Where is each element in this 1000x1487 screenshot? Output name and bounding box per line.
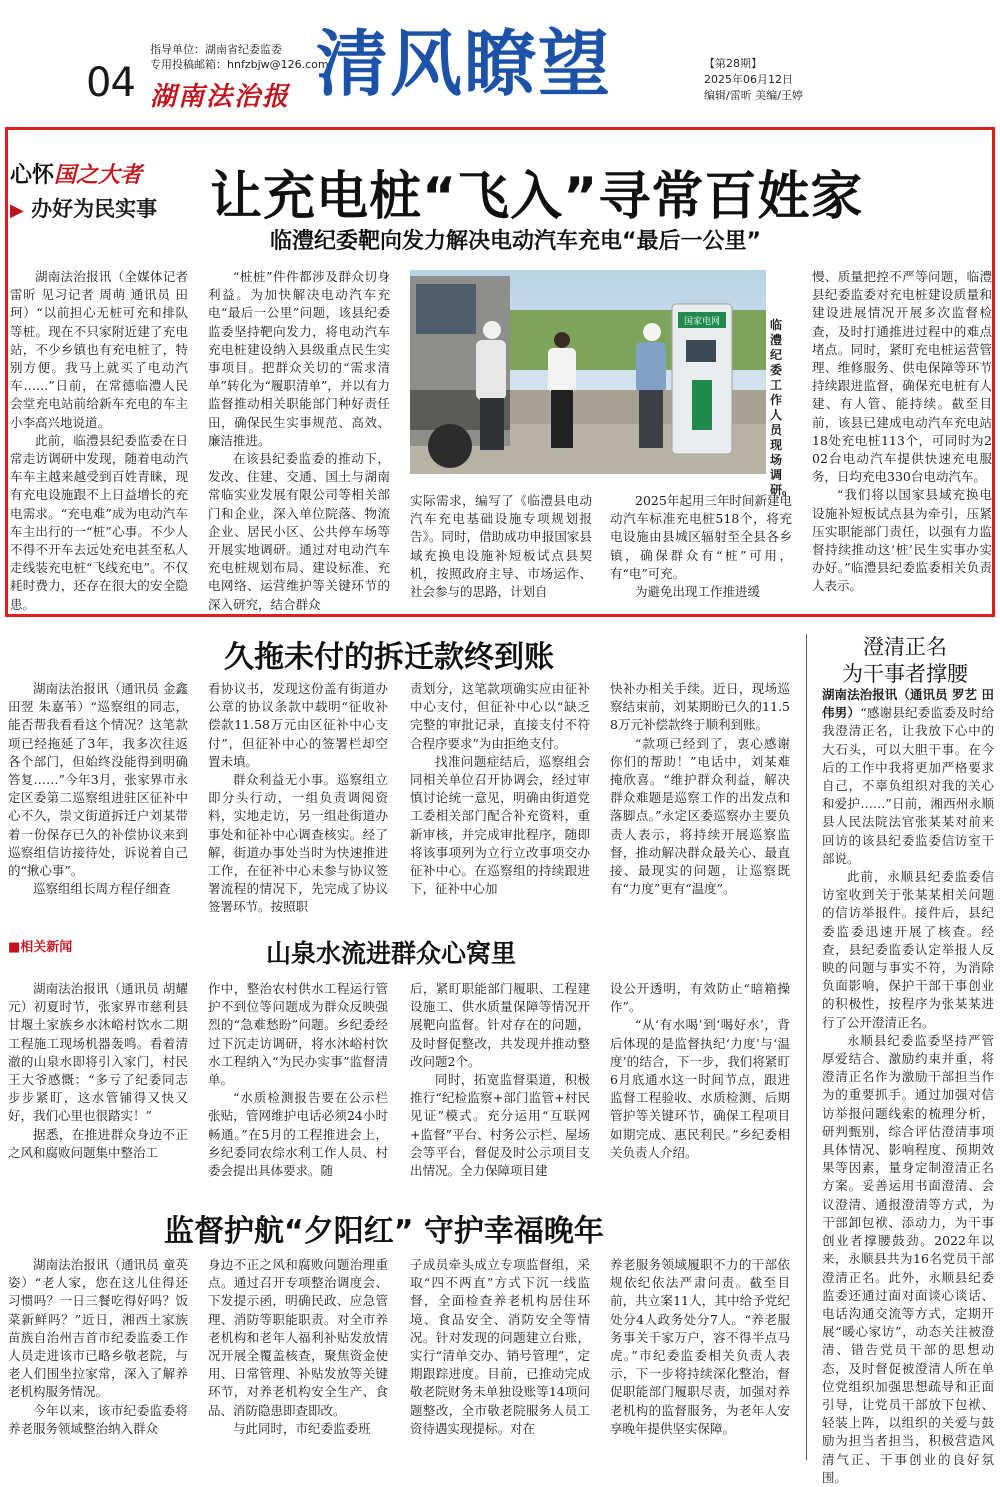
submit-email: 专用投稿邮箱：hnfzbjw@126.com xyxy=(150,58,329,71)
story3-col1-paragraph: 湖南法治报讯（通讯员 胡耀元）初夏时节，张家界市慈利县甘堰土家族乡水沐峪村饮水二期工程施工现场机器轰鸣。看着清澈的山泉水即将引入家门，村民王大爷感慨：“多亏了纪委同志步步紧盯，这水管铺得又快又好，我们心里也很踏实！” xyxy=(8,981,188,1124)
story2-col3-paragraph: 找准问题症结后，巡察组会同相关单位召开协调会，经过审慎讨论统一意见，明确由街道党工委相关部门配合补充资料，重新审核，并完成审批程序，随即将该事项列为立行立改事项交办征补中心。在巡察组的持续跟进下，征补中心加 xyxy=(410,753,590,897)
story3-column-2 xyxy=(208,980,388,1179)
story2-column-1 xyxy=(8,680,188,910)
story3-col3-paragraph: 同时，拓宽监督渠道，积极推行“纪检监察+部门监管+村民见证”模式。充分运用“互联网+监督”平台、村务公示栏、屋场会等平台，督促及时公示项目支出情况。全力保障项目建 xyxy=(410,1072,590,1179)
sidebar-title-line2: 为干事者撑腰 xyxy=(842,662,968,686)
story3-col4-paragraph: 设公开透明，有效防止“暗箱操作”。 xyxy=(610,981,790,1015)
lead-column-4 xyxy=(610,492,792,604)
station-sign: 国家电网 xyxy=(683,317,721,327)
guide-unit: 指导单位：湖南省纪委监委 xyxy=(150,43,282,56)
story3-col2-paragraph: 作中，整治农村供水工程运行管护不到位等问题成为群众反映强烈的“急难愁盼”问题。乡纪委经过下沉走访调研，将水沐峪村饮水工程纳入“为民办实事”监督清单。 xyxy=(208,981,388,1088)
story4-column-2 xyxy=(208,1256,388,1456)
story4-column-4 xyxy=(610,1256,790,1456)
story3-col1-paragraph: 据悉，在推进群众身边不正之风和腐败问题集中整治工 xyxy=(8,1126,188,1160)
paper-name: 湖南法治报 xyxy=(150,82,291,112)
story4-col2-paragraph: 与此同时，市纪委监委班 xyxy=(233,1420,371,1436)
story2-col2-paragraph: 看协议书，发现这份盖有街道办公章的协议条款中载明“征收补偿款11.58万元由区征补中心支付”，但征补中心的签署栏却空置未填。 xyxy=(208,681,388,769)
story3-column-1 xyxy=(8,980,188,1176)
lead-col5-paragraph: “我们将以国家县域充换电设施补短板试点县为牵引，压紧压实职能部门责任，以强有力监督持续推动这‘桩’民生实事办实办好。”临澧县纪委监委相关负责人表示。 xyxy=(812,487,992,594)
sidebar-divider xyxy=(806,634,807,1460)
story4-column-1 xyxy=(8,1256,188,1456)
column-title: 清风瞭望 xyxy=(316,22,613,106)
story4-col1-paragraph: 今年以来，该市纪委监委将养老服务领域整治纳入群众 xyxy=(8,1402,188,1436)
kicker-line2: 办好为民实事 xyxy=(31,196,158,221)
issue-number: 【第28期】 xyxy=(704,57,762,70)
lead-col4-paragraph: 为避免出现工作推进缓 xyxy=(635,584,761,600)
charging-station-photo xyxy=(410,270,766,474)
story4-col4-paragraph: 养老服务领域履职不力的干部依规依纪依法严肃问责。截至目前，共立案11人，其中给予党纪处分4人政务处分7人。“养老服务事关千家万户，容不得半点马虎。”市纪委监委相关负责人表示，下一步将持续深化整治，督促职能部门履职尽责，加强对养老机构的监督服务，为老年人安享晚年提供坚实保障。 xyxy=(610,1257,790,1436)
issue-editors: 编辑/雷昕 美编/王婷 xyxy=(704,89,803,102)
sidebar-title-line1: 澄清正名 xyxy=(863,635,947,659)
story2-column-2 xyxy=(208,680,388,915)
story3-column-4 xyxy=(610,980,790,1176)
lead-column-2 xyxy=(208,268,390,612)
lead-col2-paragraph: “桩桩”件件都涉及群众切身利益。为加快解决电动汽车充电“最后一公里”问题，该县纪委监委坚持靶向发力，将电动汽车充电桩建设纳入县级重点民生实事项目。把群众关切的“需求清单”转化为“履职清单”，并以有力监督推动相关职能部门种好责任田，确保民生实事规范、高效、廉洁推进。 xyxy=(208,269,390,448)
story3-col2-paragraph: “水质检测报告要在公示栏张贴，管网维护电话必须24小时畅通。”在5月的工程推进会上，乡纪委同农综水利工作人员、村委会提出具体要求。随 xyxy=(208,1090,388,1179)
story4-col2-paragraph: 身边不正之风和腐败问题治理重点。通过召开专项整治调度会、下发提示函，明确民政、应急管理、消防等职能职责。对全市养老机构和老年人福利补贴发放情况开展全覆盖核查，聚焦资金使用、日常管理、补贴发放等关键环节，对养老机构安全生产、食品、消防隐患即查即改。 xyxy=(208,1257,388,1418)
lead-kicker xyxy=(10,158,157,223)
story2-col1-paragraph: 湖南法治报讯（通讯员 金鑫 田翌 朱嘉苇）“巡察组的同志，能否帮我看看这个情况？这笔款项已经拖延了3年，我多次往返各个部门，但始终没能得到明确答复……”今年3月，张家界市永定区委第二巡察组进驻区征补中心不久，崇文街道拆迁户刘某带着一份保存已久的补偿协议来到巡察组信访接待处，诉说着自己的“揪心事”。 xyxy=(8,681,188,879)
sidebar-paragraph: “感谢县纪委监委及时给我澄清正名，让我放下心中的大石头，可以大胆干事。在今后的工作中我将更加严格要求自己，不辜负组织对我的关心和爱护……”日前，湘西州永顺县人民法院法官张某某对前来回访的该县纪委监委信访室干部说。 xyxy=(822,705,994,866)
lead-col2-paragraph: 在该县纪委监委的推动下，发改、住建、交通、国土与湖南常临实业发展有限公司等相关部门和企业，深入单位院落、物流企业、居民小区、公共停车场等开展实地调研。通过对电动汽车充电桩规划布局、建设标准、充电网络、运营维护等关键环节的深入研究，结合群众 xyxy=(208,451,390,612)
sidebar-byline: 湖南法治报讯（通讯员 罗艺 田伟男） xyxy=(822,687,994,721)
lead-col1-paragraph: 此前，临澧县纪委监委在日常走访调研中发现，随着电动汽车车主越来越受到百姓青睐，现有充电设施跟不上日益增长的充电需求。“充电难”成为电动汽车车主出行的一“桩”心事。不少人不得不开车去远处充电甚至私人走线装充电桩“飞线充电”。不仅耗时费力，还存在很大的安全隐患。 xyxy=(10,432,188,612)
sidebar-headline xyxy=(812,634,998,688)
lead-col1-paragraph: 湖南法治报讯（全媒体记者 雷昕 见习记者 周萌 通讯员 田珂）“以前担心无桩可充和排队等桩。现在不只家附近建了充电站，不少乡镇也有充电桩了，特别方便。我马上就买了电动汽车……”日前，在常德临澧人民会堂充电站前给新车充电的车主小李高兴地说道。 xyxy=(10,269,188,430)
story2-col2-paragraph: 群众利益无小事。巡察组立即分头行动，一组负责调阅资料，实地走访，另一组赴街道办事处和征补中心调查核实。经了解，街道办事处当时为快速推进工作，在征补中心未参与协议签署流程的情况下，先完成了协议签署环节。按照职 xyxy=(208,772,388,915)
kicker-prefix: 心怀 xyxy=(10,162,55,188)
story4-col1-paragraph: 湖南法治报讯（通讯员 童英姿）“老人家，您在这儿住得还习惯吗？一日三餐吃得好吗？饭菜新鲜吗？”近日，湘西土家族苗族自治州吉首市纪委监委工作人员走进该市已略乡敬老院，与老人们围坐拉家常，深入了解养老机构服务情况。 xyxy=(8,1257,188,1400)
lead-headline: 让充电桩“飞入”寻常百姓家 xyxy=(210,167,864,227)
lead-column-3 xyxy=(410,492,592,604)
lead-col4-paragraph: 2025年起用三年时间新建电动汽车标准充电桩518个，将充电设施由县城区辐射至全县各乡镇，确保群众有“桩”可用，有“电”可充。 xyxy=(610,493,792,581)
sidebar-paragraph: 此前，永顺县纪委监委信访室收到关于张某某相关问题的信访举报件。接件后，县纪委监委迅速开展了核查。经查，县纪委监委认定举报人反映的问题与事实不符，为消除负面影响，保护干部干事创业的积极性，按程序为张某某进行了公开澄清正名。 xyxy=(822,869,994,1030)
lead-column-5 xyxy=(812,268,992,604)
story2-col4-paragraph: 快补办相关手续。近日，现场巡察结束前，刘某期盼已久的11.58万元补偿款终于顺利到账。 xyxy=(610,681,790,733)
photo-caption: 临澧纪委工作人员现场调研。 xyxy=(770,318,795,497)
related-news-tag: ■相关新闻 xyxy=(8,940,73,955)
story2-column-4 xyxy=(610,680,790,910)
issue-info xyxy=(704,56,803,104)
story3-column-3 xyxy=(410,980,590,1179)
masthead-guide xyxy=(150,42,329,72)
story3-headline: 山泉水流进群众心窝里 xyxy=(266,939,517,968)
issue-date: 2025年06月12日 xyxy=(704,73,793,86)
story2-col3-paragraph: 责划分，这笔款项确实应由征补中心支付，但征补中心以“缺乏完整的审批记录，直接支付不符合程序要求”为由拒绝支付。 xyxy=(410,681,590,751)
story4-headline: 监督护航“夕阳红” 守护幸福晚年 xyxy=(164,1214,604,1249)
story3-col3-paragraph: 后，紧盯职能部门履职、工程建设施工、供水质量保障等情况开展靶向监督。针对存在的问题，及时督促整改，共发现并推动整改问题2个。 xyxy=(410,981,590,1069)
story4-col3-paragraph: 子成员牵头成立专项监督组，采取“四不两直”方式下沉一线监督，全面检查养老机构居住环境、食品安全、消防安全等情况。针对发现的问题建立台账，实行“清单交办、销号管理”，定期跟踪进度。目前，已推动完成敬老院财务未单独设账等14项问题整改，全市敬老院服务人员工资待遇实现提标。对在 xyxy=(410,1257,590,1436)
kicker-highlight: 国之大者 xyxy=(54,162,143,188)
story4-column-3 xyxy=(410,1256,590,1456)
sidebar-body xyxy=(822,686,994,1485)
lead-column-1 xyxy=(10,268,188,612)
lead-col5-paragraph: 慢、质量把控不严等问题，临澧县纪委监委对充电桩建设质量和建设进展情况开展多次监督检查，及时打通推进过程中的难点堵点。同时，紧盯充电桩运营管理、维修服务、供电保障等环节持续跟进监督，确保充电桩有人建、有人管、能持续。截至目前，该县已建成电动汽车充电站18处充电桩113个，可同时为202台电动汽车提供快速充电服务，日均充电330台电动汽车。 xyxy=(812,269,992,485)
story2-column-3 xyxy=(410,680,590,910)
page-number: 04 xyxy=(86,60,135,106)
story3-col4-paragraph: “从‘有水喝’到‘喝好水’，背后体现的是监督执纪‘力度’与‘温度’的结合，下一步，我们将紧盯6月底通水这一时间节点，跟进监督工程验收、水质检测、后期管护等关键环节，确保工程项目如期完成、惠民利民。”乡纪委相关负责人介绍。 xyxy=(610,1017,790,1160)
sidebar-paragraph: 永顺县纪委监委坚持严管厚爱结合、激励约束并重，将澄清正名作为激励干部担当作为的重要抓手。通过加强对信访举报问题线索的梳理分析，研判甄别，综合评估澄清事项具体情况、影响程度、预期效果等因素，量身定制澄清正名方案。妥善运用书面澄清、会议澄清、通报澄清等方式，为干部卸包袱、添动力，为干事创业者撑腰鼓劲。2022年以来，永顺县共为16名党员干部澄清正名。此外，永顺县纪委监委还通过面对面谈心谈话、电话沟通交流等方式，定期开展“暖心家访”，动态关注被澄清、错告党员干部的思想动态，及时督促被澄清人所在单位党组织加强思想疏导和正面引导，让党员干部放下包袱、轻装上阵，以组织的关爱与鼓励为担当者担当，积极营造风清气正、干事创业的良好氛围。 xyxy=(822,1032,994,1485)
story2-col1-paragraph: 巡察组组长周方程仔细查 xyxy=(33,881,171,897)
lead-photo xyxy=(410,270,766,474)
lead-subheadline: 临澧纪委靶向发力解决电动汽车充电“最后一公里” xyxy=(270,229,761,254)
triangle-icon: ▶ xyxy=(10,200,24,221)
story2-headline: 久拖未付的拆迁款终到账 xyxy=(224,640,554,675)
lead-col3-paragraph: 实际需求，编写了《临澧县电动汽车充电基础设施专项规划报告》。同时，借助成功申报国家县域充换电设施补短板试点县契机，按照政府主导、市场运作、社会参与的思路，计划自 xyxy=(410,493,592,600)
masthead xyxy=(0,0,1000,120)
story2-col4-paragraph: “款项已经到了，衷心感谢你们的帮助！”电话中，刘某难掩欣喜。“维护群众利益，解决群众难题是巡察工作的出发点和落脚点。”永定区委巡察办主要负责人表示，将持续开展巡察监督，推动解决群众最关心、最直接、最现实的问题，让巡察既有“力度”更有“温度”。 xyxy=(610,735,790,897)
